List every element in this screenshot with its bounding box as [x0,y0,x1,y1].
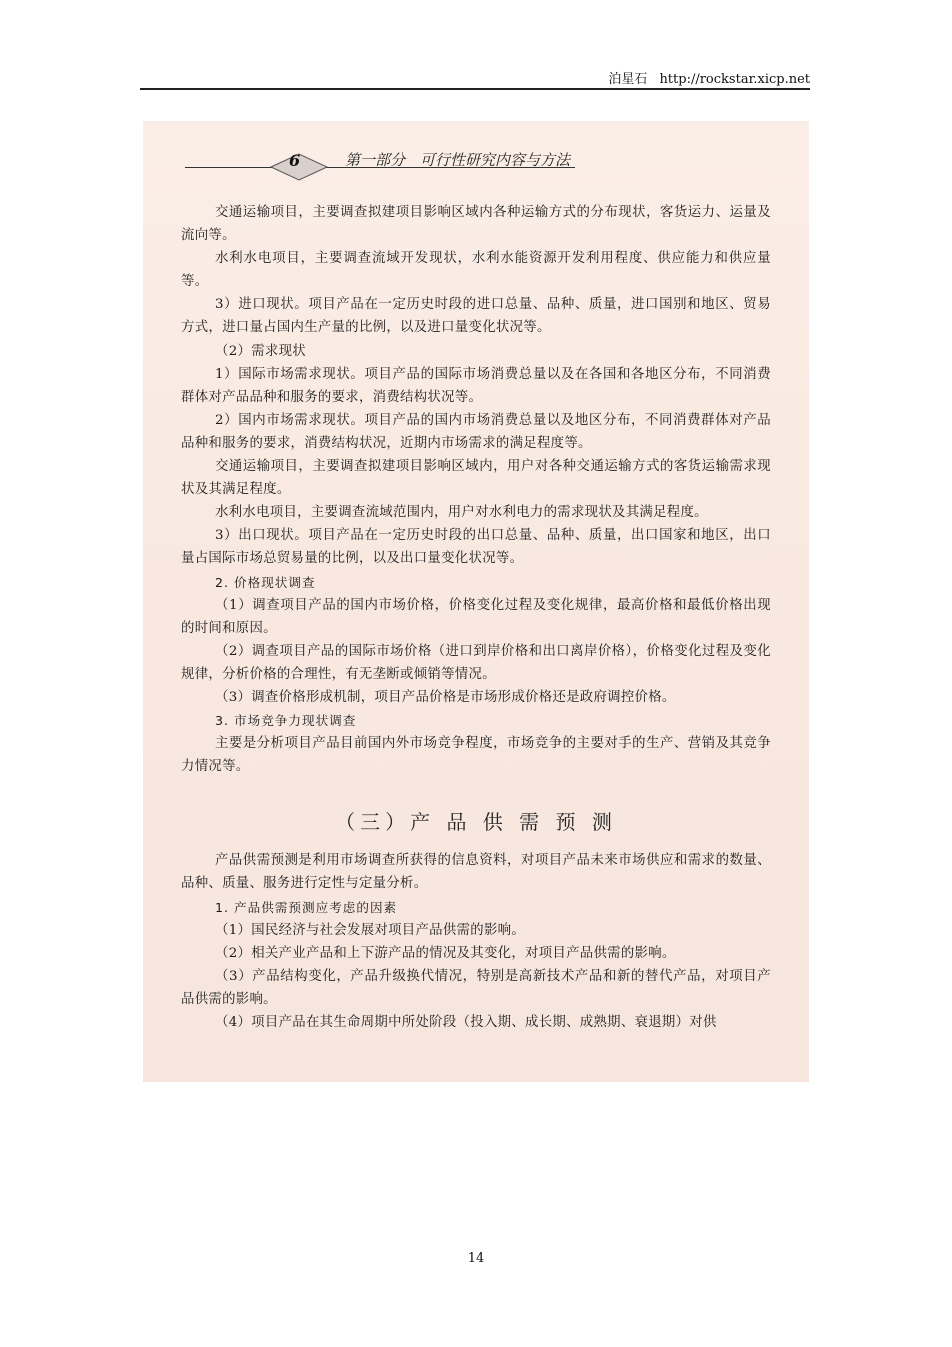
paragraph: 3）进口现状。项目产品在一定历史时段的进口总量、品种、质量，进口国别和地区、贸易方式，进口量占国内生产量的比例，以及进口量变化状况等。 [181,297,771,336]
paragraph: （2）调查项目产品的国际市场价格（进口到岸价格和出口离岸价格），价格变化过程及变化规律，分析价格的合理性，有无垄断或倾销等情况。 [181,643,771,682]
header-rule [140,88,810,90]
scanned-book-page [143,121,809,1082]
paragraph: （1）调查项目产品的国内市场价格，价格变化过程及变化规律，最高价格和最低价格出现的时间和原因。 [181,597,771,636]
subheading: 2. 价格现状调查 [215,574,316,590]
footer-page-number: 14 [467,1251,485,1266]
header-author: 泊星石 [608,72,648,87]
paragraph: 2）国内市场需求现状。项目产品的国内市场消费总量以及地区分布，不同消费群体对产品品种和服务的要求，消费结构状况，近期内市场需求的满足程度等。 [181,412,771,451]
page-header [140,68,810,88]
paragraph: 水利水电项目，主要调查流域范围内，用户对水利电力的需求现状及其满足程度。 [215,505,708,521]
book-part-title: 第一部分 可行性研究内容与方法 [345,151,571,169]
paragraph: 水利水电项目，主要调查流域开发现状，水利水能资源开发利用程度、供应能力和供应量等。 [181,251,771,290]
paragraph: （2）需求现状 [215,343,306,359]
subheading: 3. 市场竞争力现状调查 [215,713,357,729]
paragraph: 产品供需预测是利用市场调查所获得的信息资料，对项目产品未来市场供应和需求的数量、品种、质量、服务进行定性与定量分析。 [181,853,771,892]
book-running-head [185,143,575,183]
header-url: http://rockstar.xicp.net [659,72,810,87]
section-title: （三）产 品 供 需 预 测 [335,810,617,835]
paragraph: （2）相关产业产品和上下游产品的情况及其变化，对项目产品供需的影响。 [215,945,676,961]
paragraph: 交通运输项目，主要调查拟建项目影响区域内，用户对各种交通运输方式的客货运输需求现状及其满足程度。 [181,459,771,498]
book-text [181,201,771,1034]
text-block-forecast [181,849,771,1034]
paragraph: （3）调查价格形成机制，项目产品价格是市场形成价格还是政府调控价格。 [215,689,676,705]
text-block-investigation [181,201,771,778]
paragraph: 交通运输项目，主要调查拟建项目影响区域内各种运输方式的分布现状，客货运力、运量及流向等。 [181,205,771,244]
paragraph: 3）出口现状。项目产品在一定历史时段的出口总量、品种、质量，出口国家和地区，出口量占国际市场总贸易量的比例，以及出口量变化状况等。 [181,528,771,567]
paragraph: （4）项目产品在其生命周期中所处阶段（投入期、成长期、成熟期、衰退期）对供 [215,1015,717,1030]
paragraph: 主要是分析项目产品目前国内外市场竞争程度，市场竞争的主要对手的生产、营销及其竞争力情况等。 [181,736,771,775]
paragraph: 1）国际市场需求现状。项目产品的国际市场消费总量以及在各国和各地区分布，不同消费群体对产品品种和服务的要求，消费结构状况等。 [181,366,771,405]
book-page-number: 6 [289,151,301,170]
paragraph: （3）产品结构变化，产品升级换代情况，特别是高新技术产品和新的替代产品，对项目产品供需的影响。 [181,968,771,1007]
paragraph: （1）国民经济与社会发展对项目产品供需的影响。 [215,922,526,938]
subheading: 1. 产品供需预测应考虑的因素 [215,899,398,915]
